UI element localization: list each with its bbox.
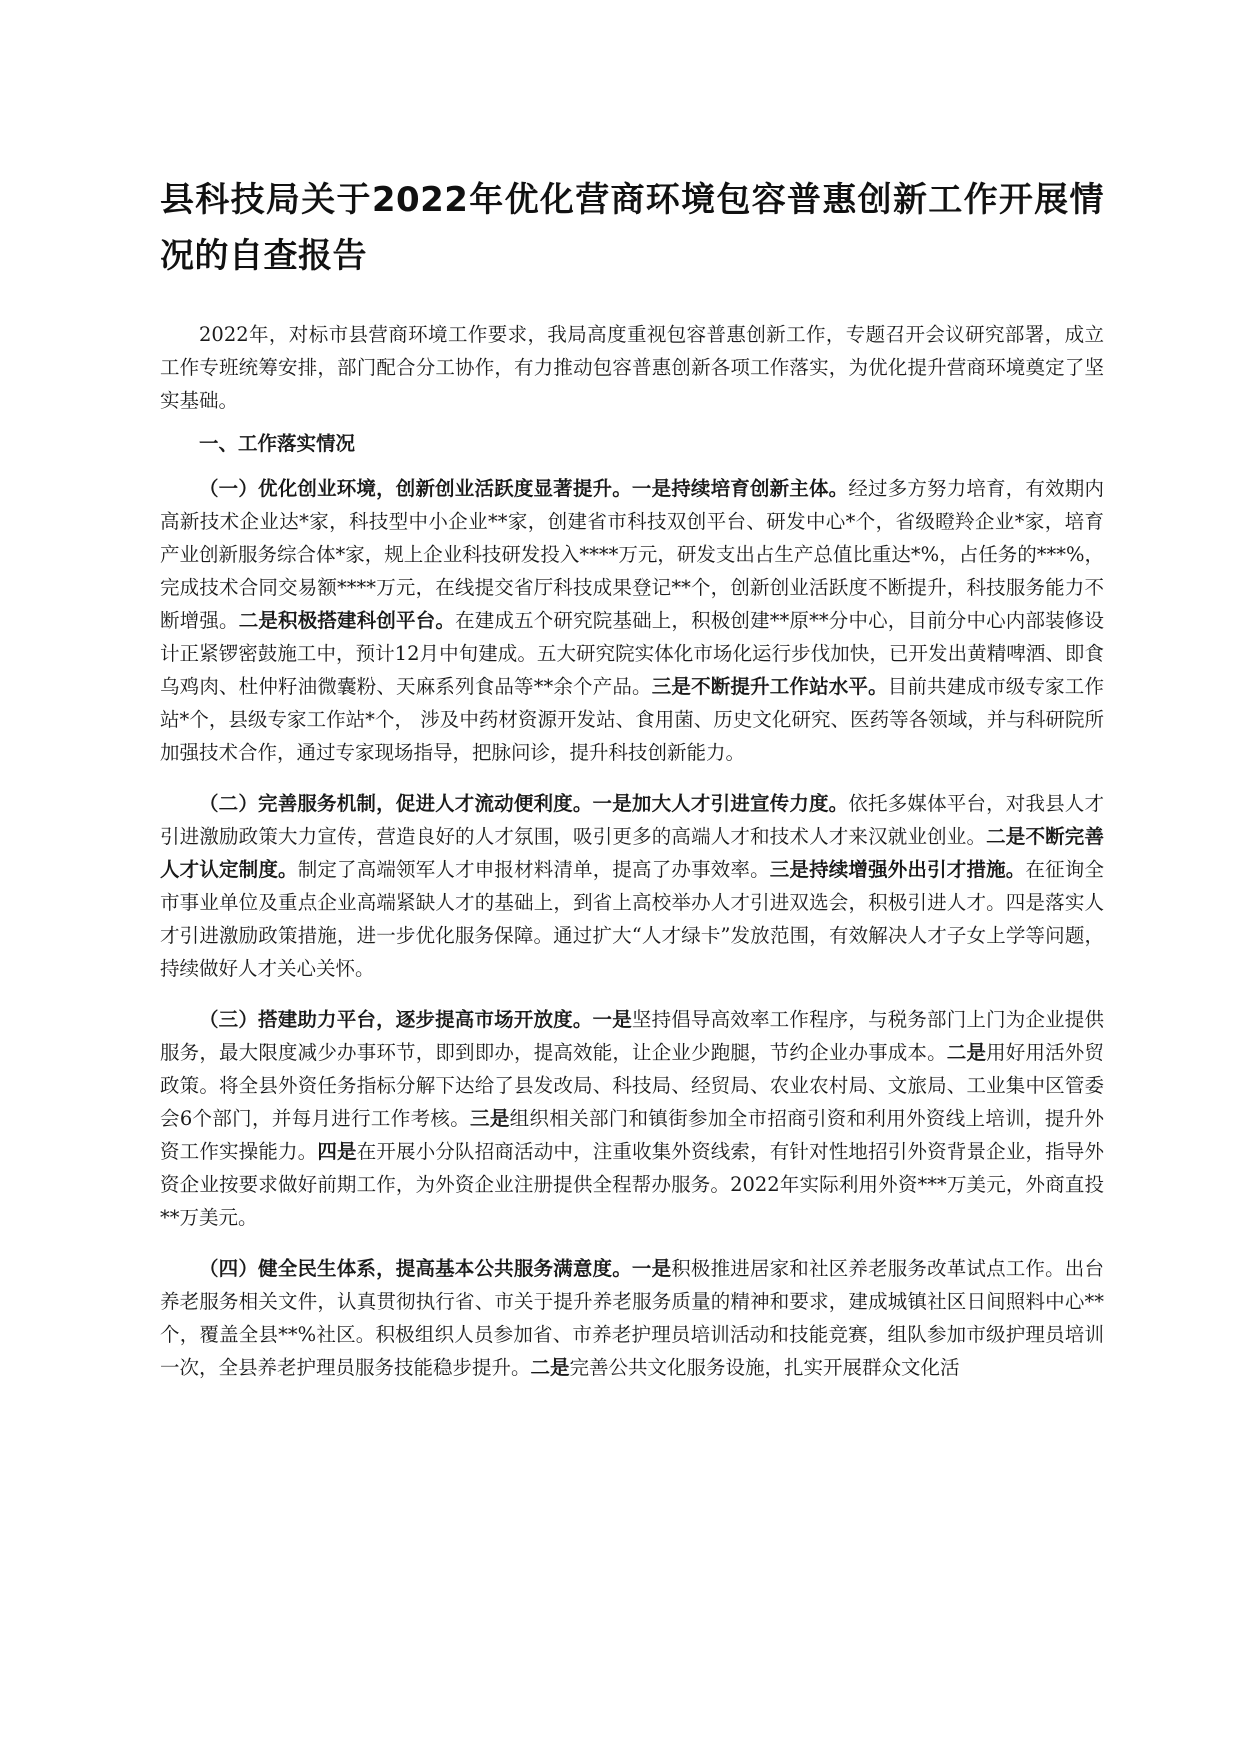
point-text: 组织相关部门和镇街参加全市招商引资和利用外资线上培训，提升外资工作实操能力。 bbox=[160, 1107, 1104, 1163]
point-label: 一是加大人才引进宣传力度。 bbox=[592, 792, 849, 815]
point-label: 一是 bbox=[592, 1008, 632, 1031]
point-text: 依托多媒体平台，对我县人才引进激励政策大力宣传，营造良好的人才氛围，吸引更多的高端人才和技术人才来汉就业创业。 bbox=[160, 792, 1104, 848]
document-title: 县科技局关于2022年优化营商环境包容普惠创新工作开展情况的自查报告 bbox=[160, 180, 1104, 276]
point-label: 三是 bbox=[470, 1107, 510, 1130]
section-heading-work-implementation: 一、工作落实情况 bbox=[199, 432, 356, 455]
subsection-heading: （二）完善服务机制，促进人才流动便利度。 bbox=[199, 792, 593, 815]
point-text: 用好用活外贸政策。将全县外资任务指标分解下达给了县发改局、科技局、经贸局、农业农村局、文旅局、工业集中区管委会6个部门，并每月进行工作考核。 bbox=[160, 1041, 1104, 1130]
point-label: 二是 bbox=[946, 1041, 987, 1064]
point-text: 在开展小分队招商活动中，注重收集外资线索，有针对性地招引外资背景企业，指导外资企业按要求做好前期工作，为外资企业注册提供全程帮办服务。2022年实际利用外资***万美元，外商直投**万美元。 bbox=[160, 1140, 1104, 1229]
paragraph-talent-mobility bbox=[160, 787, 1104, 985]
point-label: 三是持续增强外出引才措施。 bbox=[769, 858, 1026, 881]
intro-paragraph: 2022年，对标市县营商环境工作要求，我局高度重视包容普惠创新工作，专题召开会议研究部署，成立工作专班统筹安排，部门配合分工协作，有力推动包容普惠创新各项工作落实，为优化提升营商环境奠定了坚实基础。 bbox=[160, 323, 1104, 412]
point-text: 在征询全市事业单位及重点企业高端紧缺人才的基础上，到省上高校举办人才引进双选会，积极引进人才。四是落实人才引进激励政策措施，进一步优化服务保障。通过扩大“人才绿卡”发放范围，有效解决人才子女上学等问题，持续做好人才关心关怀。 bbox=[160, 858, 1104, 980]
paragraph-market-openness bbox=[160, 1003, 1104, 1234]
point-label: 一是 bbox=[631, 1257, 672, 1280]
point-text: 完善公共文化服务设施，扎实开展群众文化活 bbox=[569, 1356, 960, 1379]
point-label: 二是不断完善人才认定制度。 bbox=[160, 825, 1104, 881]
paragraph-innovation-environment bbox=[160, 472, 1104, 769]
point-label: 四是 bbox=[317, 1140, 357, 1163]
point-text: 在建成五个研究院基础上，积极创建**原**分中心，目前分中心内部装修设计正紧锣密鼓施工中，预计12月中旬建成。五大研究院实体化市场化运行步伐加快，已开发出黄精啤酒、即食乌鸡肉、杜仲籽油微囊粉、天麻系列食品等**余个产品。 bbox=[160, 609, 1104, 698]
point-text: 经过多方努力培育，有效期内高新技术企业达*家，科技型中小企业**家，创建省市科技双创平台、研发中心*个，省级瞪羚企业*家，培育产业创新服务综合体*家，规上企业科技研发投入****万元，研发支出占生产总值比重达*%，占任务的***%，完成技术合同交易额****万元，在线提交省厅科技成果登记**个，创新创业活跃度不断提升，科技服务能力不断增强。 bbox=[160, 477, 1104, 632]
point-label: 二是 bbox=[530, 1356, 570, 1379]
point-text: 积极推进居家和社区养老服务改革试点工作。出台养老服务相关文件，认真贯彻执行省、市关于提升养老服务质量的精神和要求，建成城镇社区日间照料中心**个，覆盖全县**%社区。积极组织人员参加省、市养老护理员培训活动和技能竞赛，组队参加市级护理员培训一次，全县养老护理员服务技能稳步提升。 bbox=[160, 1257, 1104, 1379]
point-text: 坚持倡导高效率工作程序，与税务部门上门为企业提供服务，最大限度减少办事环节，即到即办，提高效能，让企业少跑腿，节约企业办事成本。 bbox=[160, 1008, 1104, 1064]
point-label: 三是不断提升工作站水平。 bbox=[651, 675, 888, 698]
subsection-heading: （三）搭建助力平台，逐步提高市场开放度。 bbox=[199, 1008, 593, 1031]
point-text: 目前共建成市级专家工作站*个，县级专家工作站*个， 涉及中药材资源开发站、食用菌、历史文化研究、医药等各领域，并与科研院所加强技术合作，通过专家现场指导，把脉问诊，提升科技创新能力。 bbox=[160, 675, 1104, 764]
point-text: 制定了高端领军人才申报材料清单，提高了办事效率。 bbox=[297, 858, 770, 881]
subsection-heading: （四）健全民生体系，提高基本公共服务满意度。 bbox=[199, 1257, 632, 1280]
subsection-heading: （一）优化创业环境，创新创业活跃度显著提升。 bbox=[199, 477, 632, 500]
document-body bbox=[160, 318, 1104, 1384]
paragraph-public-services bbox=[160, 1252, 1104, 1384]
point-label: 一是持续培育创新主体。 bbox=[631, 477, 849, 500]
point-label: 二是积极搭建科创平台。 bbox=[238, 609, 456, 632]
